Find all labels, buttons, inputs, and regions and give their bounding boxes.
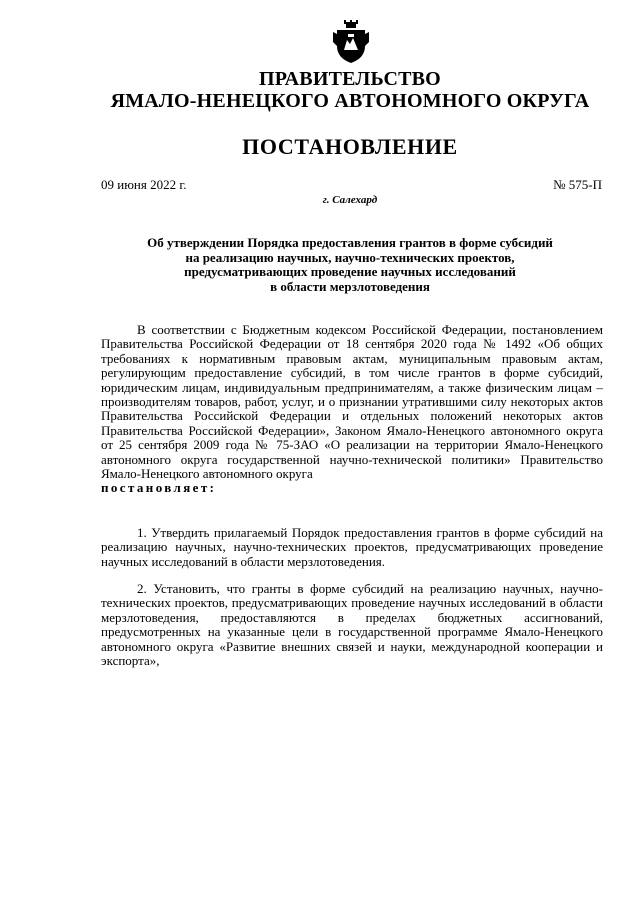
document-type-title: ПОСТАНОВЛЕНИЕ [242,134,458,159]
decree-word: постановляет [101,480,210,496]
document-number: № 575-П [553,177,602,192]
government-title-line1: ПРАВИТЕЛЬСТВО [259,68,441,90]
subject-line-1: Об утверждении Порядка предоставления грантов в форме субсидий [147,235,553,250]
yamal-coat-of-arms-icon [333,20,369,64]
subject-line-2: на реализацию научных, научно-технических проектов, [185,249,515,265]
document-subject [0,236,640,294]
subject-line-3: предусматривающих проведение научных исследований [184,264,516,279]
item-1-paragraph [101,526,603,569]
item-1-text: 1. Утвердить прилагаемый Порядок предоставления грантов в форме субсидий на реализацию научных, научно-технических проектов, предусматривающих проведение научных исследований в области мерзлотоведения. [101,525,603,569]
item-2-text: 2. Установить, что гранты в форме субсидий на реализацию научных, научно-технических проектов, предусматривающих проведение научных исследований в области мерзлотоведения, предоставляются в пределах бюджетных ассигнований, предусмотренных на указанные цели в государственной программе Ямало-Ненецкого автономного округа «Развитие внешних связей и науки, международной кооперации и экспорта», [101,581,603,669]
decree-colon: : [209,480,214,496]
subject-line-4: в области мерзлотоведения [270,278,430,294]
document-city: г. Салехард [322,194,378,206]
government-title-line2: ЯМАЛО-НЕНЕЦКОГО АВТОНОМНОГО ОКРУГА [110,90,590,112]
preamble-text: В соответствии с Бюджетным кодексом Российской Федерации, постановлением Правительства Российской Федерации от 18 сентября 2020 года № 1492 «Об общих требованиях к нормативным правовым актам, муниципальным правовым актам, регулирующим предоставление субсидий, в том числе грантов в форме субсидий, юридическим лицам, индивидуальным предпринимателям, а также физическим лицам – производителям товаров, работ, услуг, и о признании утратившими силу некоторых актов Правительства Российской Федерации и отдельных положений некоторых актов Правительства Российской Федерации», Законом Ямало-Ненецкого автономного округа от 25 сентября 2009 года № 75-ЗАО «О реализации на территории Ямало-Ненецкого автономного округа государственной научно-технической политики» Правительство Ямало-Ненецкого автономного округа [101,322,603,482]
item-2-paragraph [101,582,603,668]
preamble-paragraph [101,323,603,496]
document-date: 09 июня 2022 г. [101,177,187,192]
